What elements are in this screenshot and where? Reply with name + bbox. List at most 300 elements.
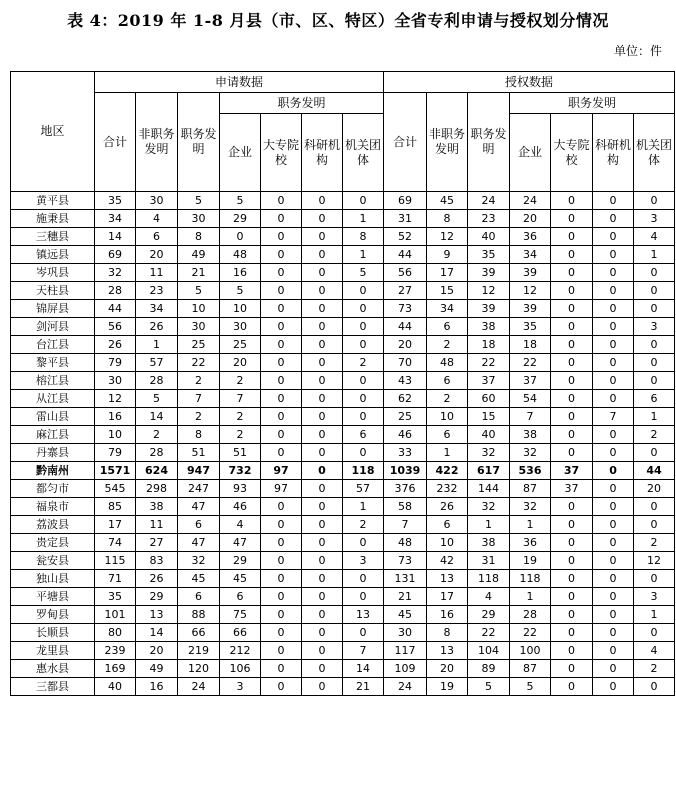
value-cell: 16	[136, 678, 178, 696]
value-cell: 0	[261, 228, 302, 246]
value-cell: 0	[261, 192, 302, 210]
value-cell: 56	[384, 264, 427, 282]
value-cell: 49	[136, 660, 178, 678]
value-cell: 0	[302, 372, 343, 390]
value-cell: 0	[302, 660, 343, 678]
value-cell: 40	[468, 426, 510, 444]
value-cell: 0	[343, 570, 384, 588]
value-cell: 20	[634, 480, 675, 498]
value-cell: 118	[510, 570, 551, 588]
value-cell: 30	[95, 372, 136, 390]
value-cell: 2	[220, 426, 261, 444]
value-cell: 0	[551, 534, 593, 552]
region-cell: 剑河县	[11, 318, 95, 336]
value-cell: 5	[220, 192, 261, 210]
value-cell: 0	[343, 408, 384, 426]
value-cell: 69	[95, 246, 136, 264]
value-cell: 13	[427, 642, 468, 660]
value-cell: 4	[468, 588, 510, 606]
value-cell: 7	[384, 516, 427, 534]
value-cell: 79	[95, 354, 136, 372]
value-cell: 0	[302, 426, 343, 444]
value-cell: 0	[261, 354, 302, 372]
value-cell: 17	[95, 516, 136, 534]
value-cell: 45	[427, 192, 468, 210]
table-row	[11, 588, 675, 606]
value-cell: 30	[136, 192, 178, 210]
value-cell: 2	[220, 372, 261, 390]
value-cell: 5	[178, 282, 220, 300]
value-cell: 20	[136, 246, 178, 264]
value-cell: 0	[551, 552, 593, 570]
table-row	[11, 246, 675, 264]
value-cell: 0	[302, 246, 343, 264]
value-cell: 69	[384, 192, 427, 210]
header-app-service: 职务发明	[178, 93, 220, 192]
header-grant-total: 合计	[384, 93, 427, 192]
value-cell: 0	[634, 678, 675, 696]
value-cell: 0	[593, 246, 634, 264]
value-cell: 0	[343, 444, 384, 462]
value-cell: 8	[178, 426, 220, 444]
value-cell: 0	[593, 516, 634, 534]
value-cell: 21	[178, 264, 220, 282]
value-cell: 0	[302, 480, 343, 498]
value-cell: 0	[343, 588, 384, 606]
value-cell: 219	[178, 642, 220, 660]
value-cell: 14	[136, 408, 178, 426]
value-cell: 536	[510, 462, 551, 480]
value-cell: 9	[427, 246, 468, 264]
value-cell: 0	[302, 570, 343, 588]
value-cell: 0	[551, 444, 593, 462]
value-cell: 35	[95, 588, 136, 606]
value-cell: 32	[510, 444, 551, 462]
value-cell: 0	[634, 516, 675, 534]
value-cell: 18	[510, 336, 551, 354]
value-cell: 87	[510, 480, 551, 498]
value-cell: 6	[634, 390, 675, 408]
value-cell: 0	[593, 678, 634, 696]
value-cell: 40	[95, 678, 136, 696]
value-cell: 28	[510, 606, 551, 624]
value-cell: 118	[343, 462, 384, 480]
value-cell: 38	[510, 426, 551, 444]
value-cell: 0	[261, 678, 302, 696]
value-cell: 36	[510, 228, 551, 246]
value-cell: 30	[384, 624, 427, 642]
value-cell: 35	[468, 246, 510, 264]
region-cell: 贵定县	[11, 534, 95, 552]
value-cell: 0	[551, 192, 593, 210]
value-cell: 22	[178, 354, 220, 372]
value-cell: 0	[302, 444, 343, 462]
value-cell: 0	[551, 678, 593, 696]
value-cell: 0	[261, 372, 302, 390]
table-row	[11, 606, 675, 624]
value-cell: 247	[178, 480, 220, 498]
value-cell: 26	[427, 498, 468, 516]
value-cell: 0	[593, 480, 634, 498]
value-cell: 0	[551, 210, 593, 228]
value-cell: 1571	[95, 462, 136, 480]
value-cell: 0	[302, 624, 343, 642]
value-cell: 2	[220, 408, 261, 426]
value-cell: 33	[384, 444, 427, 462]
value-cell: 3	[220, 678, 261, 696]
value-cell: 27	[136, 534, 178, 552]
header-app-service-group: 职务发明	[220, 93, 384, 114]
value-cell: 10	[220, 300, 261, 318]
value-cell: 0	[302, 228, 343, 246]
value-cell: 12	[634, 552, 675, 570]
value-cell: 5	[468, 678, 510, 696]
value-cell: 0	[634, 498, 675, 516]
value-cell: 4	[634, 642, 675, 660]
value-cell: 0	[593, 462, 634, 480]
value-cell: 14	[95, 228, 136, 246]
table-row	[11, 336, 675, 354]
value-cell: 422	[427, 462, 468, 480]
value-cell: 1	[343, 498, 384, 516]
value-cell: 0	[343, 318, 384, 336]
value-cell: 23	[468, 210, 510, 228]
value-cell: 66	[178, 624, 220, 642]
value-cell: 16	[95, 408, 136, 426]
value-cell: 0	[302, 642, 343, 660]
value-cell: 6	[427, 372, 468, 390]
value-cell: 732	[220, 462, 261, 480]
value-cell: 0	[220, 228, 261, 246]
value-cell: 31	[384, 210, 427, 228]
value-cell: 2	[178, 408, 220, 426]
value-cell: 29	[220, 552, 261, 570]
value-cell: 73	[384, 552, 427, 570]
value-cell: 298	[136, 480, 178, 498]
value-cell: 0	[261, 336, 302, 354]
value-cell: 26	[136, 570, 178, 588]
value-cell: 21	[343, 678, 384, 696]
value-cell: 44	[95, 300, 136, 318]
value-cell: 37	[510, 372, 551, 390]
value-cell: 32	[178, 552, 220, 570]
value-cell: 144	[468, 480, 510, 498]
header-app-agency: 机关团体	[343, 114, 384, 192]
value-cell: 0	[634, 372, 675, 390]
header-grant-service-group: 职务发明	[510, 93, 675, 114]
value-cell: 22	[510, 624, 551, 642]
value-cell: 0	[593, 318, 634, 336]
value-cell: 13	[427, 570, 468, 588]
value-cell: 31	[468, 552, 510, 570]
value-cell: 12	[95, 390, 136, 408]
value-cell: 58	[384, 498, 427, 516]
value-cell: 28	[95, 282, 136, 300]
value-cell: 0	[634, 264, 675, 282]
value-cell: 24	[384, 678, 427, 696]
value-cell: 7	[343, 642, 384, 660]
value-cell: 52	[384, 228, 427, 246]
value-cell: 118	[468, 570, 510, 588]
value-cell: 2	[427, 390, 468, 408]
value-cell: 0	[634, 300, 675, 318]
value-cell: 0	[302, 462, 343, 480]
value-cell: 12	[468, 282, 510, 300]
value-cell: 5	[343, 264, 384, 282]
value-cell: 0	[302, 318, 343, 336]
value-cell: 32	[95, 264, 136, 282]
value-cell: 34	[136, 300, 178, 318]
value-cell: 1039	[384, 462, 427, 480]
value-cell: 947	[178, 462, 220, 480]
page-title: 表 4：2019 年 1-8 月县（市、区、特区）全省专利申请与授权划分情况	[67, 11, 609, 30]
value-cell: 0	[551, 300, 593, 318]
region-cell: 独山县	[11, 570, 95, 588]
value-cell: 10	[427, 408, 468, 426]
value-cell: 0	[343, 192, 384, 210]
region-cell: 黄平县	[11, 192, 95, 210]
value-cell: 0	[551, 372, 593, 390]
value-cell: 0	[593, 390, 634, 408]
value-cell: 120	[178, 660, 220, 678]
region-cell: 长顺县	[11, 624, 95, 642]
value-cell: 0	[261, 516, 302, 534]
value-cell: 32	[510, 498, 551, 516]
value-cell: 8	[178, 228, 220, 246]
value-cell: 85	[95, 498, 136, 516]
value-cell: 0	[261, 552, 302, 570]
value-cell: 39	[468, 264, 510, 282]
value-cell: 44	[634, 462, 675, 480]
value-cell: 0	[551, 426, 593, 444]
value-cell: 42	[427, 552, 468, 570]
value-cell: 48	[384, 534, 427, 552]
table-row	[11, 570, 675, 588]
value-cell: 32	[468, 444, 510, 462]
value-cell: 7	[593, 408, 634, 426]
value-cell: 0	[261, 570, 302, 588]
value-cell: 0	[593, 660, 634, 678]
value-cell: 0	[634, 192, 675, 210]
value-cell: 14	[136, 624, 178, 642]
value-cell: 46	[384, 426, 427, 444]
value-cell: 624	[136, 462, 178, 480]
value-cell: 0	[551, 390, 593, 408]
value-cell: 39	[468, 300, 510, 318]
value-cell: 0	[261, 408, 302, 426]
header-grant-research: 科研机构	[593, 114, 634, 192]
value-cell: 0	[634, 444, 675, 462]
value-cell: 54	[510, 390, 551, 408]
value-cell: 3	[634, 210, 675, 228]
value-cell: 46	[220, 498, 261, 516]
value-cell: 0	[302, 354, 343, 372]
value-cell: 17	[427, 588, 468, 606]
value-cell: 0	[343, 300, 384, 318]
value-cell: 0	[302, 336, 343, 354]
value-cell: 0	[302, 390, 343, 408]
value-cell: 0	[551, 660, 593, 678]
value-cell: 11	[136, 264, 178, 282]
value-cell: 22	[468, 624, 510, 642]
header-region: 地区	[11, 72, 95, 192]
region-cell: 从江县	[11, 390, 95, 408]
table-row	[11, 426, 675, 444]
table-row	[11, 390, 675, 408]
value-cell: 0	[551, 264, 593, 282]
value-cell: 36	[510, 534, 551, 552]
value-cell: 40	[468, 228, 510, 246]
value-cell: 15	[468, 408, 510, 426]
region-cell: 都匀市	[11, 480, 95, 498]
table-row	[11, 642, 675, 660]
table-row	[11, 624, 675, 642]
value-cell: 38	[468, 318, 510, 336]
value-cell: 5	[220, 282, 261, 300]
value-cell: 0	[593, 570, 634, 588]
value-cell: 2	[427, 336, 468, 354]
header-grant-non-service: 非职务发明	[427, 93, 468, 192]
table-row	[11, 516, 675, 534]
table-row	[11, 678, 675, 696]
value-cell: 8	[427, 624, 468, 642]
header-grant-enterprise: 企业	[510, 114, 551, 192]
value-cell: 3	[634, 318, 675, 336]
value-cell: 0	[343, 534, 384, 552]
value-cell: 44	[384, 246, 427, 264]
value-cell: 0	[593, 606, 634, 624]
value-cell: 12	[510, 282, 551, 300]
value-cell: 6	[427, 516, 468, 534]
region-cell: 黔南州	[11, 462, 95, 480]
table-row	[11, 282, 675, 300]
value-cell: 20	[384, 336, 427, 354]
value-cell: 0	[593, 210, 634, 228]
value-cell: 16	[220, 264, 261, 282]
value-cell: 39	[510, 264, 551, 282]
value-cell: 48	[427, 354, 468, 372]
value-cell: 6	[343, 426, 384, 444]
value-cell: 1	[343, 246, 384, 264]
table-row	[11, 354, 675, 372]
value-cell: 23	[136, 282, 178, 300]
value-cell: 0	[261, 534, 302, 552]
value-cell: 376	[384, 480, 427, 498]
value-cell: 617	[468, 462, 510, 480]
table-row	[11, 318, 675, 336]
value-cell: 10	[427, 534, 468, 552]
value-cell: 0	[593, 498, 634, 516]
region-cell: 丹寨县	[11, 444, 95, 462]
value-cell: 87	[510, 660, 551, 678]
value-cell: 0	[593, 588, 634, 606]
value-cell: 32	[468, 498, 510, 516]
region-cell: 黎平县	[11, 354, 95, 372]
table-body	[11, 192, 675, 696]
value-cell: 49	[178, 246, 220, 264]
value-cell: 0	[302, 552, 343, 570]
table-row	[11, 372, 675, 390]
value-cell: 18	[468, 336, 510, 354]
value-cell: 0	[261, 390, 302, 408]
header-app-research: 科研机构	[302, 114, 343, 192]
value-cell: 7	[220, 390, 261, 408]
value-cell: 27	[384, 282, 427, 300]
header-app-enterprise: 企业	[220, 114, 261, 192]
value-cell: 13	[343, 606, 384, 624]
value-cell: 0	[261, 444, 302, 462]
value-cell: 3	[343, 552, 384, 570]
region-cell: 榕江县	[11, 372, 95, 390]
value-cell: 131	[384, 570, 427, 588]
region-cell: 三都县	[11, 678, 95, 696]
value-cell: 0	[261, 642, 302, 660]
value-cell: 7	[178, 390, 220, 408]
table-row	[11, 408, 675, 426]
value-cell: 45	[384, 606, 427, 624]
value-cell: 239	[95, 642, 136, 660]
value-cell: 0	[593, 372, 634, 390]
value-cell: 0	[302, 300, 343, 318]
region-cell: 雷山县	[11, 408, 95, 426]
value-cell: 0	[634, 282, 675, 300]
unit-label: 单位：件	[613, 44, 662, 58]
header-grant-service: 职务发明	[468, 93, 510, 192]
value-cell: 19	[427, 678, 468, 696]
header-grant-college: 大专院校	[551, 114, 593, 192]
value-cell: 0	[551, 498, 593, 516]
value-cell: 25	[220, 336, 261, 354]
value-cell: 34	[427, 300, 468, 318]
value-cell: 80	[95, 624, 136, 642]
table-row	[11, 498, 675, 516]
value-cell: 88	[178, 606, 220, 624]
value-cell: 60	[468, 390, 510, 408]
value-cell: 0	[593, 426, 634, 444]
header-grant-agency: 机关团体	[634, 114, 675, 192]
value-cell: 37	[468, 372, 510, 390]
value-cell: 0	[634, 354, 675, 372]
value-cell: 0	[302, 408, 343, 426]
value-cell: 10	[178, 300, 220, 318]
header-application: 申请数据	[95, 72, 384, 93]
value-cell: 6	[427, 318, 468, 336]
value-cell: 0	[551, 606, 593, 624]
value-cell: 29	[136, 588, 178, 606]
value-cell: 545	[95, 480, 136, 498]
region-cell: 施秉县	[11, 210, 95, 228]
header-app-college: 大专院校	[261, 114, 302, 192]
region-cell: 惠水县	[11, 660, 95, 678]
value-cell: 44	[384, 318, 427, 336]
region-cell: 锦屏县	[11, 300, 95, 318]
value-cell: 6	[178, 516, 220, 534]
value-cell: 37	[551, 462, 593, 480]
region-cell: 荔波县	[11, 516, 95, 534]
region-cell: 镇远县	[11, 246, 95, 264]
value-cell: 0	[551, 318, 593, 336]
value-cell: 0	[593, 336, 634, 354]
region-cell: 罗甸县	[11, 606, 95, 624]
value-cell: 0	[593, 642, 634, 660]
region-cell: 福泉市	[11, 498, 95, 516]
value-cell: 0	[261, 264, 302, 282]
value-cell: 0	[261, 318, 302, 336]
value-cell: 0	[593, 552, 634, 570]
value-cell: 79	[95, 444, 136, 462]
value-cell: 8	[343, 228, 384, 246]
value-cell: 0	[302, 264, 343, 282]
